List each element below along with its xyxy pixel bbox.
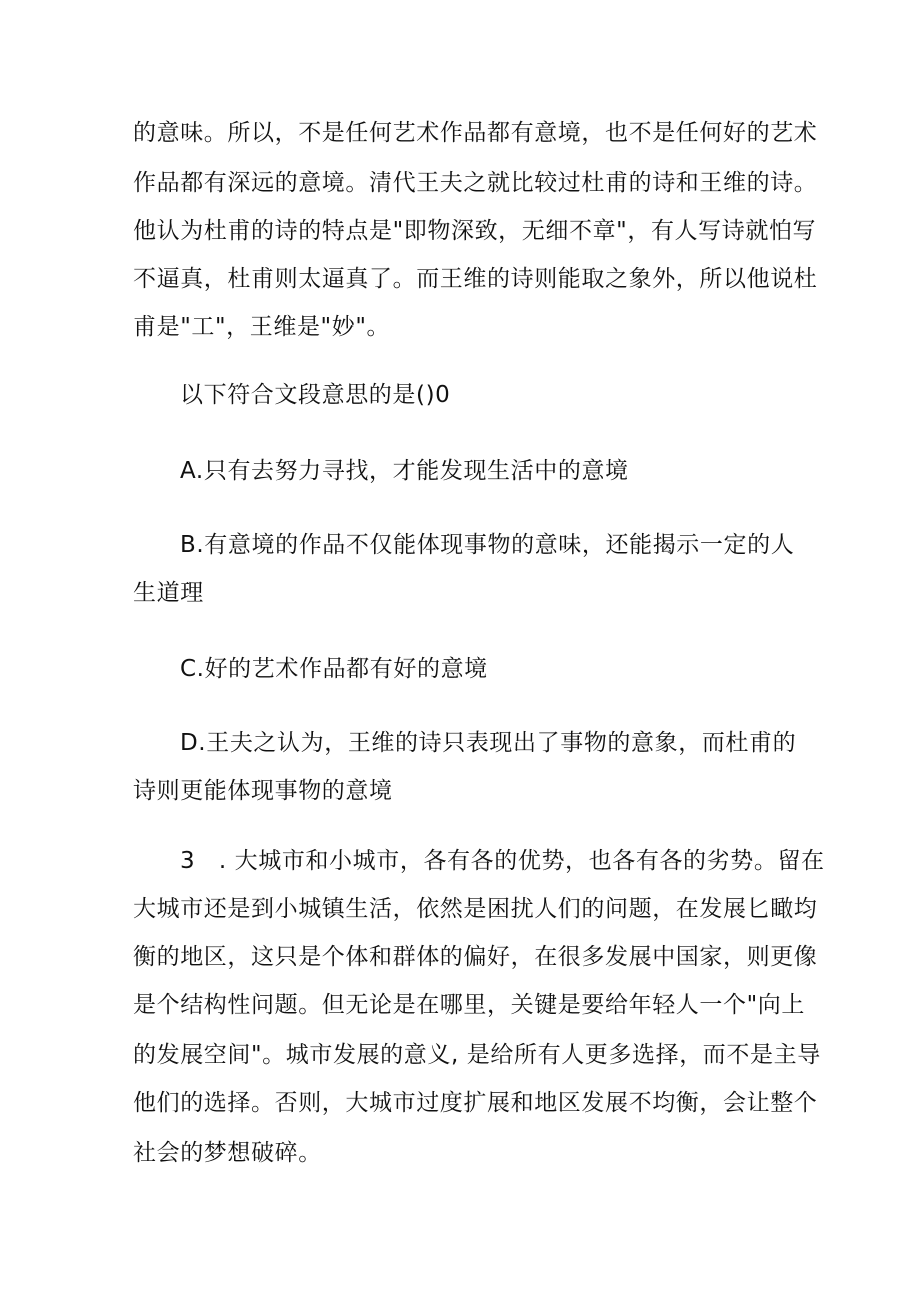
option-d-line-2: 诗则更能体现事物的意境 — [133, 778, 393, 804]
question3-line-5: 的发展空间"。城市发展的意义, 是给所有人更多选择，而不是主导 — [133, 1042, 821, 1068]
passage-line-4: 不逼真，杜甫则太逼真了。而王维的诗则能取之象外，所以他说杜 — [133, 266, 818, 292]
passage-line-3: 他认为杜甫的诗的特点是"即物深致，无细不章"，有人写诗就怕写 — [133, 218, 817, 244]
question3-line-1: 3 . 大城市和小城市，各有各的优势，也各有各的劣势。留在 — [180, 848, 825, 874]
option-c: C.好的艺术作品都有好的意境 — [180, 656, 488, 682]
question3-line-3: 衡的地区，这只是个体和群体的偏好，在很多发展中国家，则更像 — [133, 944, 818, 970]
question3-line-2: 大城市还是到小城镇生活，依然是困扰人们的问题，在发展匕瞰均 — [133, 896, 818, 922]
passage-line-2: 作品都有深远的意境。清代王夫之就比较过杜甫的诗和王维的诗。 — [133, 170, 818, 196]
passage-line-1: 的意味。所以，不是任何艺术作品都有意境，也不是任何好的艺术 — [133, 120, 818, 146]
option-d-line-1: D.王夫之认为，王维的诗只表现出了事物的意象，而杜甫的 — [180, 730, 797, 756]
passage-line-5: 甫是"工"，王维是"妙"。 — [133, 314, 391, 340]
option-b-line-1: B.有意境的作品不仅能体现事物的意味，还能揭示一定的人 — [180, 532, 795, 558]
question3-line-4: 是个结构性问题。但无论是在哪里，关键是要给年轻人一个"向上 — [133, 992, 805, 1018]
question-prompt: 以下符合文段意思的是()0 — [180, 382, 451, 408]
option-b-line-2: 生道理 — [133, 580, 204, 606]
option-a: A.只有去努力寻找，才能发现生活中的意境 — [180, 458, 629, 484]
question3-line-7: 社会的梦想破碎。 — [133, 1140, 322, 1166]
question3-line-6: 他们的选择。否则，大城市过度扩展和地区发展不均衡，会让整个 — [133, 1090, 818, 1116]
